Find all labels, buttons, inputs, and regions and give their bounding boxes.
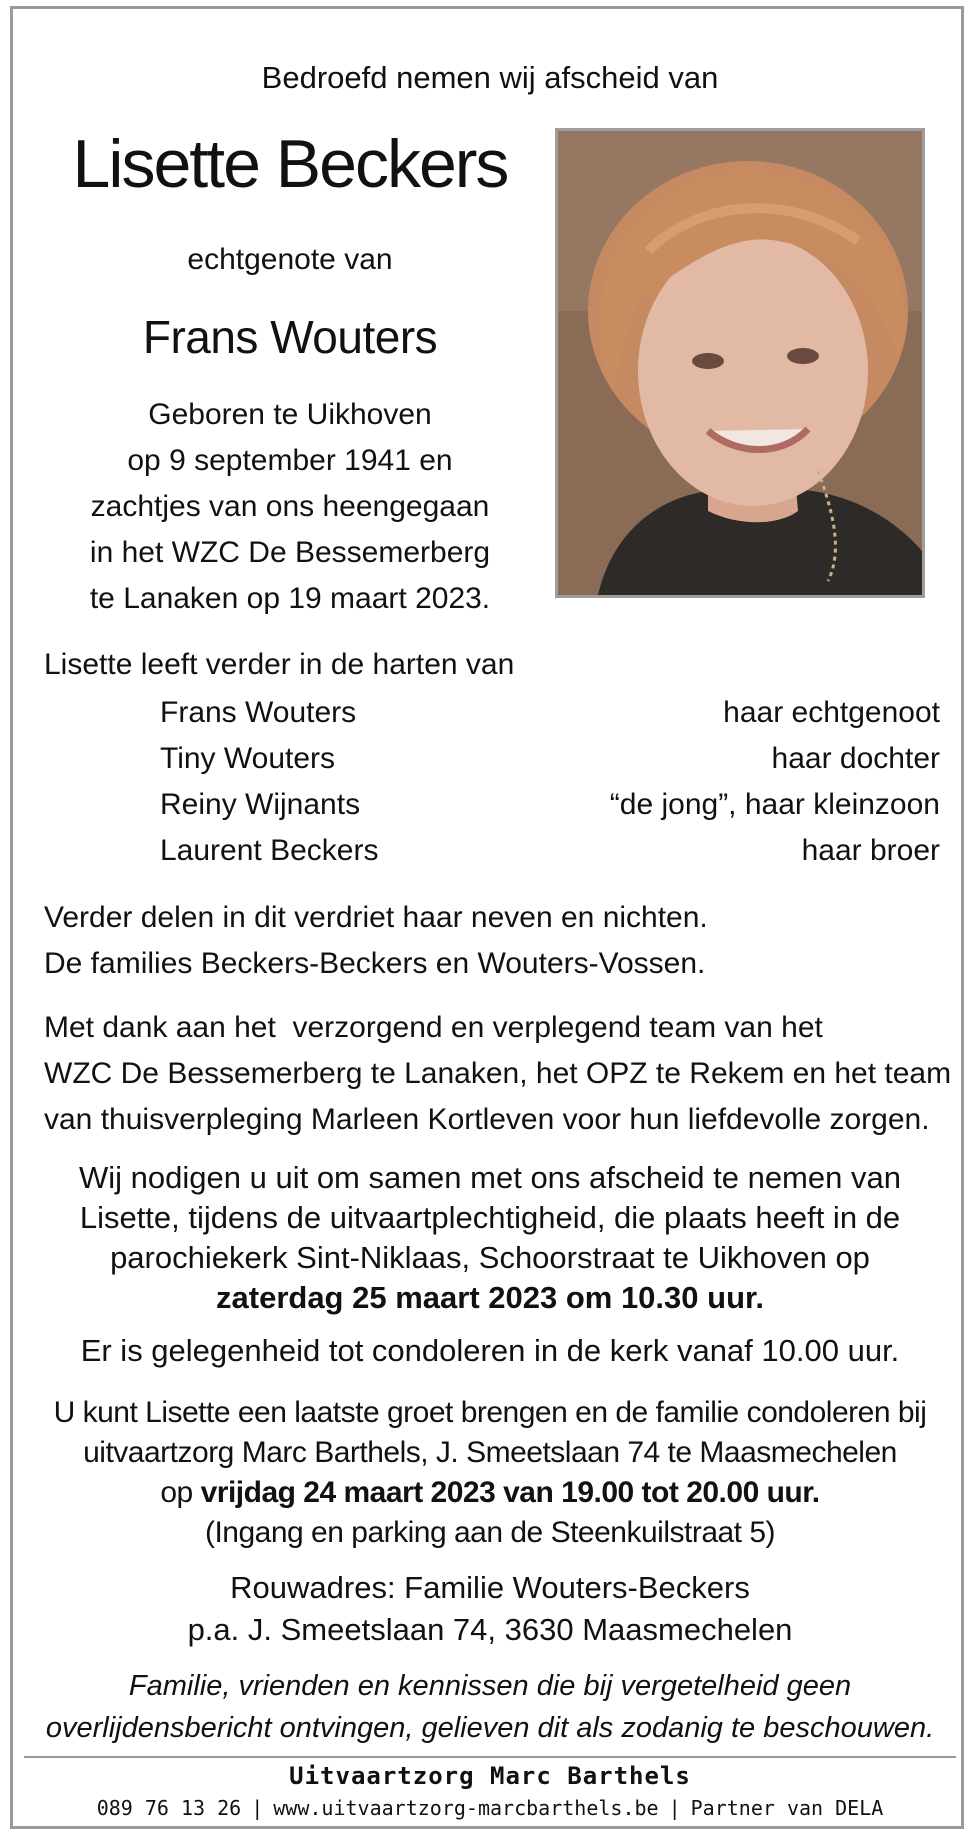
thanks-line: WZC De Bessemerberg te Lanaken, het OPZ te Rekem en het team	[44, 1057, 952, 1090]
notice-line: Familie, vrienden en kennissen die bij vergetelheid geen	[128, 1670, 852, 1702]
deceased-name: Lisette Beckers	[72, 126, 508, 202]
mourner-row	[160, 782, 940, 828]
mourner-name: Laurent Beckers	[160, 834, 379, 867]
lives-on-intro: Lisette leeft verder in de harten van	[44, 648, 515, 681]
invitation-line: parochiekerk Sint-Niklaas, Schoorstraat te Uikhoven op	[110, 1240, 870, 1275]
mourner-relation: haar echtgenoot	[723, 696, 940, 729]
birth-line: op 9 september 1941 en	[127, 444, 453, 477]
funeral-datetime-text: zaterdag 25 maart 2023 om 10.30 uur.	[216, 1280, 764, 1315]
mourning-address	[30, 1567, 950, 1651]
mourner-name: Tiny Wouters	[160, 742, 336, 775]
church-condolence: Er is gelegenheid tot condoleren in de kerk vanaf 10.00 uur.	[80, 1333, 900, 1368]
address-line: p.a. J. Smeetslaan 74, 3630 Maasmechelen	[187, 1612, 793, 1647]
birth-line: in het WZC De Bessemerberg	[89, 536, 491, 569]
footer-separator: |	[668, 1796, 681, 1820]
footer-phone: 089 76 13 26	[96, 1796, 242, 1820]
birth-line: te Lanaken op 19 maart 2023.	[89, 582, 491, 615]
birth-line: zachtjes van ons heengegaan	[90, 490, 490, 523]
invitation-line: Wij nodigen u uit om samen met ons afscheid te nemen van	[79, 1160, 901, 1195]
mourners-list	[160, 690, 940, 874]
footer-separator: |	[251, 1796, 264, 1820]
funeral-datetime	[30, 1278, 950, 1318]
visitation-datetime: vrijdag 24 maart 2023 van 19.00 tot 20.00 uur.	[200, 1476, 820, 1509]
intro-text: Bedroefd nemen wij afscheid van	[261, 60, 719, 95]
mourner-row	[160, 828, 940, 874]
mourner-row	[160, 736, 940, 782]
mourner-name: Reiny Wijnants	[160, 788, 361, 821]
portrait-photo	[555, 128, 925, 598]
spouse-name: Frans Wouters	[142, 311, 438, 363]
address-line: Rouwadres: Familie Wouters-Beckers	[230, 1570, 750, 1605]
invitation-line: Lisette, tijdens de uitvaartplechtigheid, die plaats heeft in de	[79, 1200, 901, 1235]
mourner-relation: “de jong”, haar kleinzoon	[609, 788, 940, 821]
visitation-datetime-line	[30, 1473, 950, 1513]
visitation-line: uitvaartzorg Marc Barthels, J. Smeetslaan 74 te Maasmechelen	[83, 1436, 897, 1469]
birth-line: Geboren te Uikhoven	[148, 398, 432, 431]
spouse-label: echtgenote van	[187, 243, 393, 276]
missed-notice	[30, 1665, 950, 1749]
footer-divider	[24, 1756, 956, 1758]
visitation-entrance: (Ingang en parking aan de Steenkuilstraat 5)	[204, 1516, 776, 1549]
mourner-row	[160, 690, 940, 736]
birth-death-details	[40, 392, 540, 622]
further-line: De families Beckers-Beckers en Wouters-Vossen.	[44, 947, 706, 980]
visitation-prefix: op	[160, 1476, 201, 1509]
thanks-line: Met dank aan het verzorgend en verplegend team van het	[44, 1011, 823, 1044]
visitation-line: U kunt Lisette een laatste groet brengen en de familie condoleren bij	[53, 1396, 927, 1429]
footer-contact	[0, 1796, 980, 1820]
further-mourners	[44, 895, 708, 987]
funeral-invitation	[30, 1158, 950, 1318]
thanks-line: van thuisverpleging Marleen Kortleven voor hun liefdevolle zorgen.	[44, 1103, 930, 1136]
footer-partner: Partner van DELA	[690, 1796, 884, 1820]
mourner-relation: haar dochter	[771, 742, 940, 775]
undertaker-name: Uitvaartzorg Marc Barthels	[289, 1762, 691, 1790]
further-line: Verder delen in dit verdriet haar neven en nichten.	[44, 901, 708, 934]
footer-website[interactable]: www.uitvaartzorg-marcbarthels.be	[273, 1796, 659, 1820]
visitation-info	[30, 1393, 950, 1553]
mourner-relation: haar broer	[801, 834, 940, 867]
thanks-paragraph	[44, 1005, 951, 1143]
mourner-name: Frans Wouters	[160, 696, 357, 729]
notice-line: overlijdensbericht ontvingen, gelieven dit als zodanig te beschouwen.	[45, 1712, 935, 1744]
portrait-illustration	[558, 131, 922, 595]
